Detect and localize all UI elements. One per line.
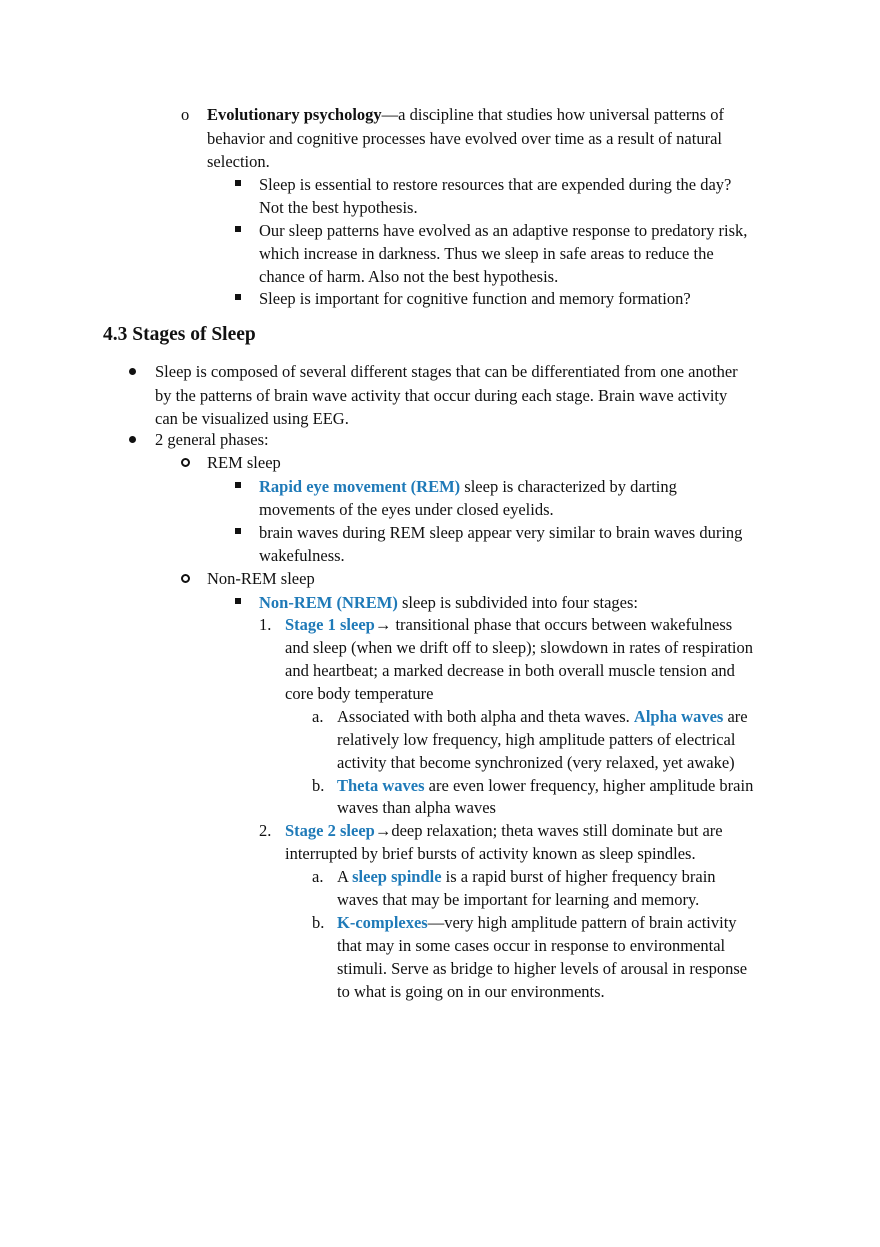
list-item: Stage 1 sleep→ transitional phase that occurs between wakefulness [285,615,733,634]
square-bullet-icon [235,482,241,488]
highlighted-term: Stage 1 sleep [285,615,375,634]
text-line: chance of harm. Also not the best hypothesis. [259,267,559,286]
text-line: selection. [207,152,270,171]
text-line: and heartbeat; a marked decrease in both overall muscle tension and [285,661,735,680]
text-line: waves that may be important for learning and memory. [337,890,700,909]
text-line: behavior and cognitive processes have evolved over time as a result of natural [207,129,722,148]
list-item: Evolutionary psychology—a discipline that studies how universal patterns of [207,105,724,124]
text-line: by the patterns of brain wave activity that occur during each stage. Brain wave activity [155,386,728,405]
list-letter: b. [312,776,325,795]
circle-bullet-icon [181,574,190,583]
text-line: activity that become synchronized (very relaxed, yet awake) [337,753,735,772]
text-line: movements of the eyes under closed eyelids. [259,500,554,519]
list-number: 2. [259,821,272,840]
section-heading: 4.3 Stages of Sleep [103,324,256,345]
text-line: stimuli. Serve as bridge to higher levels of arousal in response [337,959,748,978]
text-line: which increase in darkness. Thus we sleep in safe areas to reduce the [259,244,714,263]
list-item: Sleep is composed of several different stages that can be differentiated from one another [155,362,738,381]
bullet-icon [129,368,136,375]
list-letter: a. [312,707,324,726]
text-line: core body temperature [285,684,434,703]
highlighted-term: Non-REM (NREM) [259,593,398,612]
square-bullet-icon [235,180,241,186]
list-item: REM sleep [207,453,281,472]
text-line: that may in some cases occur in response to environmental [337,936,726,955]
list-item: Theta waves are even lower frequency, higher amplitude brain [337,776,754,795]
arrow-icon: → [374,821,392,840]
list-item: A sleep spindle is a rapid burst of higher frequency brain [337,867,716,886]
square-bullet-icon [235,226,241,232]
square-bullet-icon [235,294,241,300]
list-item: K-complexes—very high amplitude pattern of brain activity [337,913,737,932]
highlighted-term: Alpha waves [633,707,724,726]
list-number: 1. [259,615,272,634]
list-item: Sleep is essential to restore resources that are expended during the day? [259,175,732,194]
highlighted-term: Theta waves [337,776,425,795]
text-line: waves than alpha waves [337,798,496,817]
highlighted-term: Rapid eye movement (REM) [259,477,461,496]
list-item: 2 general phases: [155,430,269,449]
arrow-icon: → [374,615,392,634]
list-item: brain waves during REM sleep appear very similar to brain waves during [259,523,743,542]
term: Evolutionary psychology [207,105,382,124]
text-line: to what is going on in our environments. [337,982,605,1001]
highlighted-term: K-complexes [337,913,428,932]
list-letter: b. [312,913,325,932]
square-bullet-icon [235,528,241,534]
circle-bullet-icon [181,458,190,467]
highlighted-term: sleep spindle [352,867,442,886]
text-line: can be visualized using EEG. [155,409,349,428]
text-line: and sleep (when we drift off to sleep); slowdown in rates of respiration [285,638,753,657]
text-line: wakefulness. [259,546,345,565]
text-line: interrupted by brief bursts of activity known as sleep spindles. [285,844,696,863]
text-line: relatively low frequency, high amplitude patters of electrical [337,730,736,749]
list-item: Rapid eye movement (REM) sleep is characterized by darting [259,477,677,496]
list-item: Stage 2 sleep→deep relaxation; theta waves still dominate but are [285,821,723,840]
list-item: Our sleep patterns have evolved as an adaptive response to predatory risk, [259,221,748,240]
bullet-icon [129,436,136,443]
list-letter: a. [312,867,324,886]
text-line: Not the best hypothesis. [259,198,418,217]
list-item: Associated with both alpha and theta waves. Alpha waves are [337,707,748,726]
list-marker-o: o [181,105,190,124]
list-item: Non-REM sleep [207,569,315,588]
list-item: Sleep is important for cognitive function and memory formation? [259,289,691,308]
highlighted-term: Stage 2 sleep [285,821,375,840]
list-item: Non-REM (NREM) sleep is subdivided into four stages: [259,593,638,612]
square-bullet-icon [235,598,241,604]
